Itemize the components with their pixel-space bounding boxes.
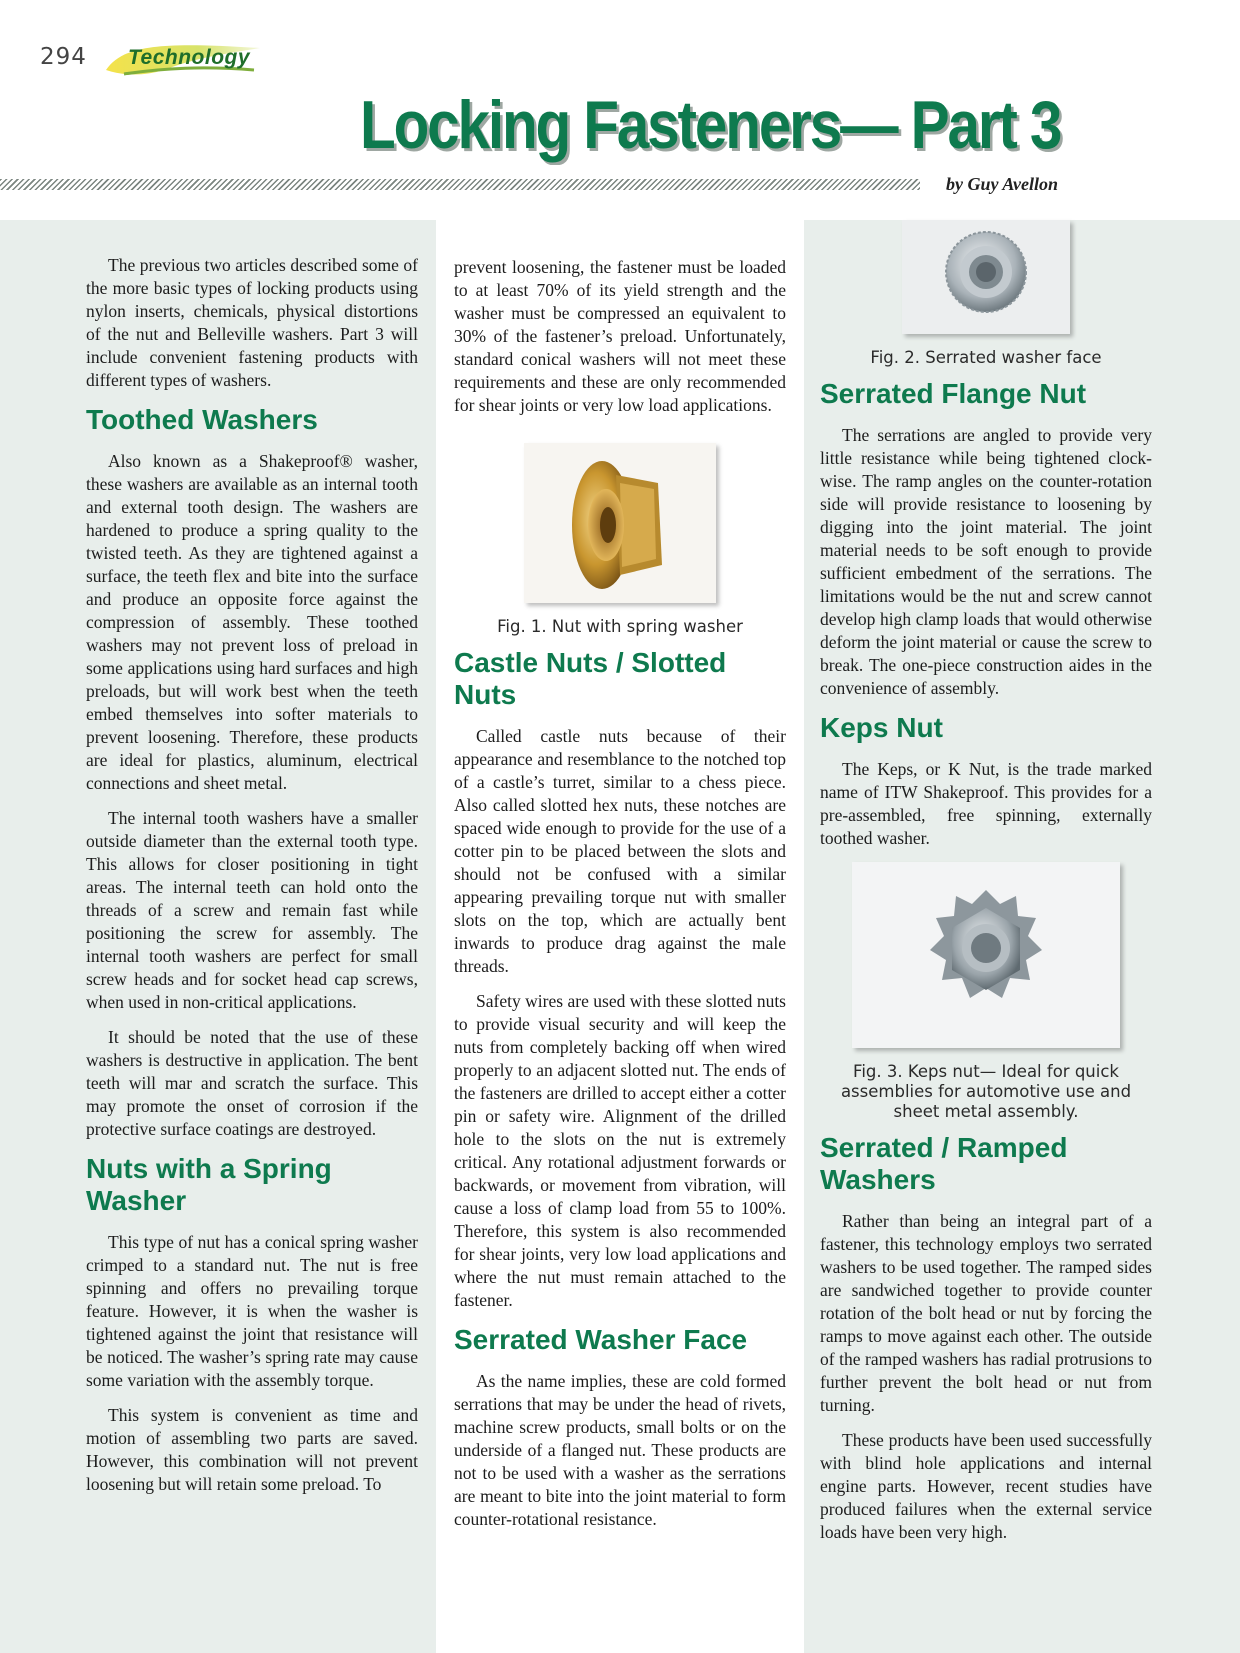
heading-toothed-washers: Toothed Washers <box>86 404 318 435</box>
paragraph: This system is convenient as time and motion of assembling two parts are saved. However, this combination will not prevent loosening but will retain some preload. To <box>86 1405 418 1494</box>
paragraph: It should be noted that the use of these washers is destructive in application. The bent teeth will mar and scratch the surface. This may promote the onset of corrosion if the protective surface coatings are destroyed. <box>86 1027 418 1139</box>
serrated-washer-face-photo <box>902 220 1070 334</box>
figure-3-caption: Fig. 3. Keps nut— Ideal for quick assemblies for automotive use and sheet metal assembly. <box>840 1062 1132 1121</box>
paragraph: The Keps, or K Nut, is the trade marked name of ITW Shakeproof. This provides for a pre-assembled, free spinning, externally toothed washer. <box>820 759 1152 848</box>
paragraph: The serrations are angled to provide very little resistance while being tightened clock-wise. The ramp angles on the counter-rotation side will provide resistance to loosening by digging into the joint material. The joint material needs to be soft enough to provide sufficient embedment of the serrations. The limitations would be the nut and screw cannot develop high clamp loads that would otherwise deform the joint material or cause the screw to break. The one-piece construction aides in the convenience of assembly. <box>820 425 1152 698</box>
paragraph: As the name implies, these are cold formed serrations that may be under the head of rivets, machine screw products, small bolts or on the underside of a flanged nut. These products are not to be used with a washer as the serrations are meant to bite into the joint material to form counter-rotational resistance. <box>454 1371 786 1529</box>
figure-1-caption: Fig. 1. Nut with spring washer <box>497 617 743 636</box>
paragraph: Safety wires are used with these slotted nuts to provide visual security and will keep the nuts from completely backing off when wired properly to an adjacent slotted nut. The ends of the fasteners are drilled to accept either a cotter pin or safety wire. Alignment of the drilled hole to the slots on the nut is extremely critical. Any rotational adjustment forwards or backwards, or movement from vibration, will cause a loss of clamp load from 55 to 100%. Therefore, this system is also recommended for shear joints, very low load applications and where the nut must remain attached to the fastener. <box>454 991 786 1310</box>
heading-serrated-flange-nut: Serrated Flange Nut <box>820 378 1087 409</box>
heading-castle-nuts: Castle Nuts / Slotted Nuts <box>454 647 727 710</box>
byline: by Guy Avellon <box>946 174 1058 194</box>
paragraph: These products have been used successfully with blind hole applications and internal engine parts. However, recent studies have produced failures when the external service loads have been very high. <box>820 1430 1152 1542</box>
paragraph: Rather than being an integral part of a fastener, this technology employs two serrated washers to be used together. The ramped sides are sandwiched together to provide counter rotation of the bolt head or nut by forcing the ramps to move against each other. The outside of the ramped washers has radial protrusions to further prevent the bolt head or nut from turning. <box>820 1211 1152 1415</box>
column-1 <box>86 254 418 1508</box>
section-badge <box>104 40 262 78</box>
paragraph: Called castle nuts because of their appearance and resemblance to the notched top of a castle’s turret, similar to a chess piece. Also called slotted hex nuts, these notches are spaced wide enough to provide for the use of a cotter pin to be placed between the slots and should not be confused with a similar appearing prevailing torque nut with smaller slots on the top, which are actually bent inwards to produce drag against the male threads. <box>454 726 786 976</box>
column-2 <box>454 256 786 1543</box>
column-3 <box>820 220 1152 1556</box>
page-number: 294 <box>40 44 87 70</box>
paragraph: The internal tooth washers have a smaller outside diameter than the external tooth type. This allows for closer positioning in tight areas. The internal teeth can hold onto the threads of a screw and remain fast while positioning the screw for assembly. The internal tooth washers are perfect for small screw heads and for socket head cap screws, when used in non-critical applications. <box>86 808 418 1012</box>
figure-1 <box>454 443 786 637</box>
heading-nuts-spring-washer: Nuts with a Spring Washer <box>86 1153 332 1216</box>
heading-serrated-ramped-washers: Serrated / Ramped Washers <box>820 1132 1068 1195</box>
section-label: Technology <box>128 46 251 69</box>
heading-keps-nut: Keps Nut <box>820 712 943 743</box>
figure-2 <box>820 220 1152 368</box>
hatched-rule <box>0 179 920 190</box>
paragraph: Also known as a Shakeproof® washer, these washers are available as an internal tooth and external tooth design. The washers are hardened to produce a spring quality to the twisted teeth. As they are tightened against a surface, the teeth flex and bite into the surface and produce an opposite force against the compression of assembly. These toothed washers may not prevent loss of preload in some applications using hard surfaces and high preloads, but will work best when the teeth embed themselves into softer materials to prevent loosening. Therefore, these products are ideal for plastics, aluminum, electrical connections and sheet metal. <box>86 451 418 793</box>
figure-2-caption: Fig. 2. Serrated washer face <box>870 348 1102 367</box>
keps-nut-photo <box>852 862 1120 1048</box>
heading-serrated-washer-face: Serrated Washer Face <box>454 1324 748 1355</box>
figure-3 <box>820 862 1152 1122</box>
paragraph: This type of nut has a conical spring washer crimped to a standard nut. The nut is free spinning and offers no prevailing torque feature. However, it is when the washer is tightened against the joint that resistance will be noticed. The washer’s spring rate may cause some variation with the assembly torque. <box>86 1232 418 1390</box>
intro-paragraph: The previous two articles described some of the more basic types of locking products using nylon inserts, chemicals, physical distortions of the nut and Belleville washers. Part 3 will include convenient fastening products with different types of washers. <box>86 255 418 390</box>
nut-spring-washer-photo <box>524 443 716 603</box>
paragraph-continued: prevent loosening, the fastener must be loaded to at least 70% of its yield strength and the washer must be compressed an equivalent to 30% of the fastener’s preload. Unfortunately, standard conical washers will not meet these requirements and these are only recommended for shear joints or very low load applications. <box>454 257 786 415</box>
article-title: Locking Fasteners— Part 3 <box>359 87 1060 163</box>
